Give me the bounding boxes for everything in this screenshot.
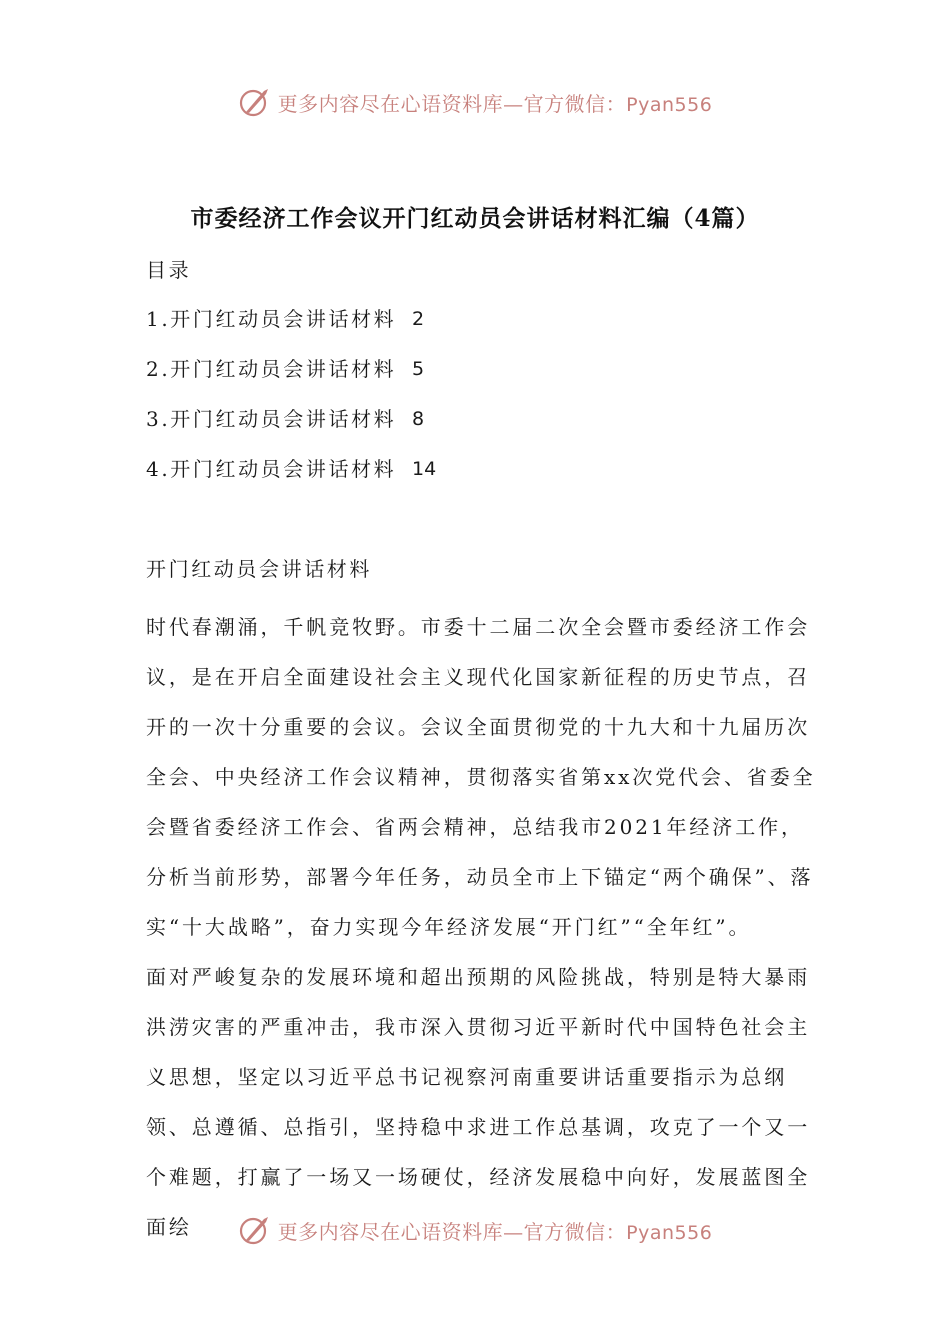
toc-item-page: 8 xyxy=(412,408,425,430)
toc-item-label: 4.开门红动员会讲话材料 xyxy=(146,457,397,481)
table-of-contents xyxy=(146,302,546,502)
quill-logo-icon xyxy=(238,85,272,119)
watermark-text: 更多内容尽在心语资料库—官方微信：Pyan556 xyxy=(277,91,713,116)
toc-item xyxy=(146,402,546,452)
toc-item-page: 5 xyxy=(412,358,425,380)
toc-heading: 目录 xyxy=(146,258,192,282)
toc-item-page: 14 xyxy=(412,458,437,480)
toc-item-label: 2.开门红动员会讲话材料 xyxy=(146,357,397,381)
paragraph: 时代春潮涌，千帆竞牧野。市委十二届二次全会暨市委经济工作会议，是在开启全面建设社会主义现代化国家新征程的历史节点，召开的一次十分重要的会议。会议全面贯彻党的十九大和十九届历次全会、中央经济工作会议精神，贯彻落实省第xx次党代会、省委全会暨省委经济工作会、省两会精神，总结我市2021年经济工作，分析当前形势，部署今年任务，动员全市上下锚定“两个确保”、落实“十大战略”，奋力实现今年经济发展“开门红”“全年红”。 xyxy=(146,615,816,939)
toc-item xyxy=(146,302,546,352)
toc-item xyxy=(146,452,546,502)
watermark-text: 更多内容尽在心语资料库—官方微信：Pyan556 xyxy=(277,1219,713,1244)
quill-logo-icon xyxy=(238,1213,272,1247)
header-watermark xyxy=(0,82,950,122)
toc-item xyxy=(146,352,546,402)
document-title: 市委经济工作会议开门红动员会讲话材料汇编（4篇） xyxy=(190,205,760,232)
toc-item-label: 1.开门红动员会讲话材料 xyxy=(146,307,397,331)
toc-item-page: 2 xyxy=(412,308,425,330)
toc-item-label: 3.开门红动员会讲话材料 xyxy=(146,407,397,431)
footer-watermark xyxy=(0,1210,950,1250)
body-text xyxy=(146,602,816,1252)
section-heading: 开门红动员会讲话材料 xyxy=(146,557,372,581)
paragraph: 面对严峻复杂的发展环境和超出预期的风险挑战，特别是特大暴雨洪涝灾害的严重冲击，我市深入贯彻习近平新时代中国特色社会主义思想，坚定以习近平总书记视察河南重要讲话重要指示为总纲领、总遵循、总指引，坚持稳中求进工作总基调，攻克了一个又一个难题，打赢了一场又一场硬仗，经济发展稳中向好，发展蓝图全面绘 xyxy=(146,965,811,1239)
